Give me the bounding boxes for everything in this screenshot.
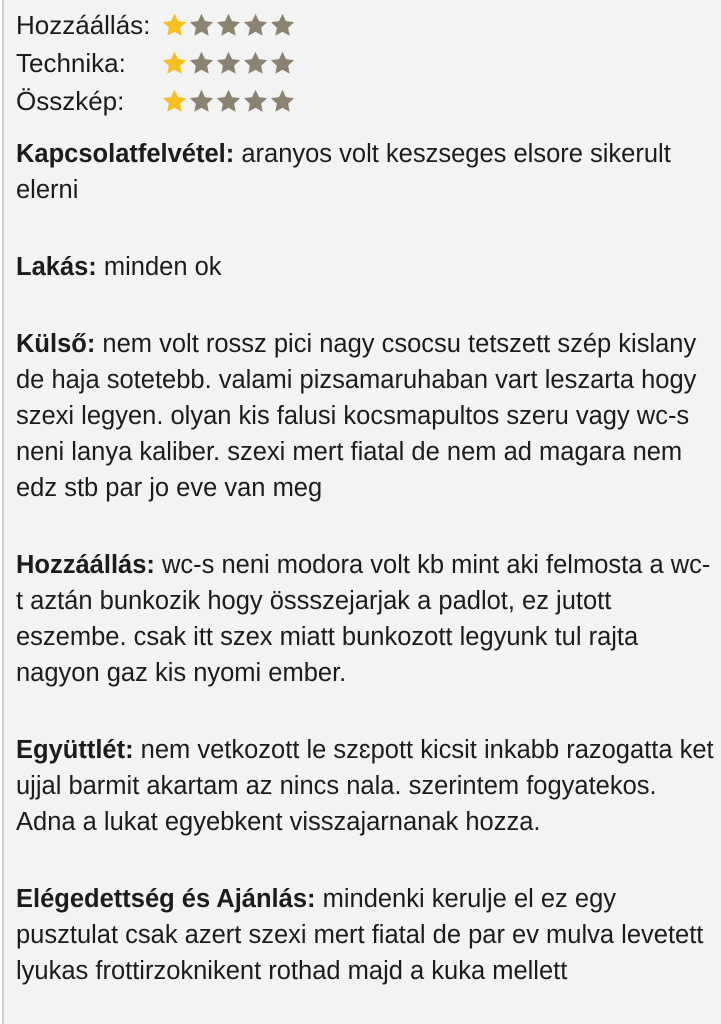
star-empty-icon: [188, 50, 215, 77]
star-empty-icon: [269, 12, 296, 39]
section-heading: Hozzáállás:: [16, 551, 155, 579]
rating-row-hozzaallas: [16, 6, 296, 44]
section-heading: Külső:: [16, 330, 96, 358]
star-empty-icon: [215, 88, 242, 115]
star-filled-icon: [161, 88, 188, 115]
section-body: nem vetkozott le szɛpott kicsit inkabb razogatta ket ujjal barmit akartam az nincs nala. szerintem fogyatekos. Adna a lukat egyebkent visszajarnanak hozza.: [16, 736, 714, 836]
star-filled-icon: [161, 50, 188, 77]
star-empty-icon: [215, 12, 242, 39]
section-heading: Elégedettség és Ajánlás:: [16, 885, 316, 913]
star-filled-icon: [161, 12, 188, 39]
star-rating: [161, 88, 296, 115]
section-elegedettseg: [16, 881, 716, 989]
section-body: aranyos volt keszseges elsore sikerult elerni: [16, 140, 671, 204]
section-heading: Együttlét:: [16, 736, 134, 764]
section-body: mindenki kerulje el ez egy pusztulat csak azert szexi mert fiatal de par ev mulva levetett lyukas frottirzoknikent rothad majd a kuka mellett: [16, 885, 704, 985]
star-empty-icon: [188, 12, 215, 39]
section-body: wc-s neni modora volt kb mint aki felmosta a wc-t aztán bunkozik hogy össszejarjak a padlot, ez jutott eszembe. csak itt szex miatt bunkozott legyunk tul rajta nagyon gaz kis nyomi ember.: [16, 551, 711, 687]
section-egyuttlet: [16, 732, 716, 840]
star-empty-icon: [242, 12, 269, 39]
star-empty-icon: [269, 50, 296, 77]
rating-label: Hozzáállás:: [16, 10, 151, 40]
section-body: nem volt rossz pici nagy csocsu tetszett szép kislany de haja sotetebb. valami pizsamaruhaban vart leszarta hogy szexi legyen. olyan kis falusi kocsmapultos szeru vagy wc-s neni lanya kaliber. szexi mert fiatal de nem ad magara nem edz stb par jo eve van meg: [16, 330, 697, 502]
star-empty-icon: [242, 50, 269, 77]
star-rating: [161, 50, 296, 77]
star-empty-icon: [242, 88, 269, 115]
section-kapcsolatfelvetel: [16, 136, 716, 208]
rating-label: Összkép:: [16, 86, 125, 116]
section-heading: Lakás:: [16, 253, 97, 281]
ratings-block: [16, 6, 296, 120]
star-rating: [161, 12, 296, 39]
star-empty-icon: [188, 88, 215, 115]
rating-row-osszkep: [16, 82, 296, 120]
rating-label: Technika:: [16, 48, 126, 78]
section-lakas: [16, 249, 716, 285]
section-hozzaallas: [16, 547, 716, 691]
star-empty-icon: [215, 50, 242, 77]
section-kulso: [16, 326, 716, 506]
rating-row-technika: [16, 44, 296, 82]
star-empty-icon: [269, 88, 296, 115]
section-body: minden ok: [96, 253, 222, 281]
review-panel: [2, 0, 721, 1024]
section-heading: Kapcsolatfelvétel:: [16, 140, 235, 168]
review-text: [16, 136, 716, 1024]
